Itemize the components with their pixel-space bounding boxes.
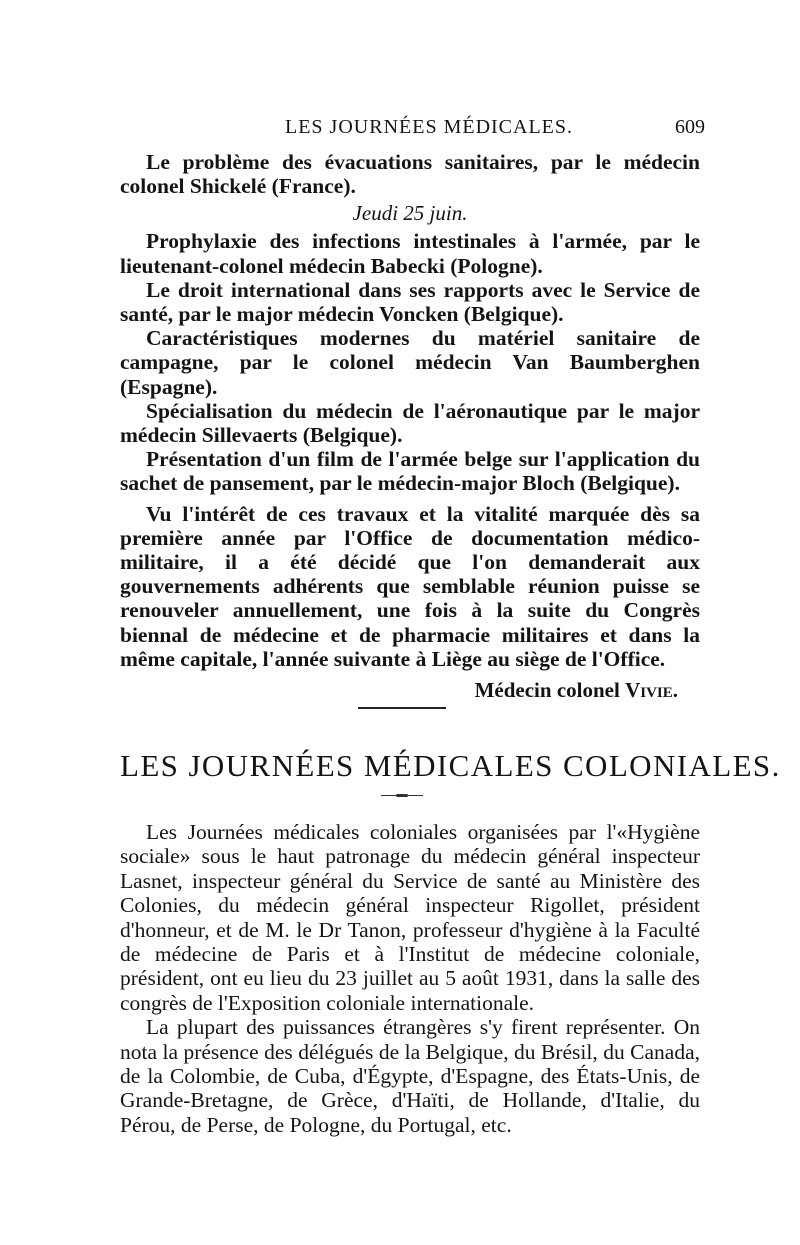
section-separator-rule	[358, 707, 446, 709]
running-head	[145, 116, 705, 142]
program-entry: Présentation d'un film de l'armée belge sur l'application du sachet de pansement, par le médecin-major Bloch (Belgique).	[120, 447, 700, 496]
program-entry: Caractéristiques modernes du matériel sanitaire de campagne, par le colonel médecin Van Baumberghen (Espagne).	[120, 326, 700, 399]
program-entry: Spécialisation du médecin de l'aéronautique par le major médecin Sillevaerts (Belgique).	[120, 398, 700, 448]
conclusion-paragraph: Vu l'intérêt de ces travaux et la vitalité marquée dès sa première année par l'Office de documentation médico-militaire, il a été décidé que l'on demanderait aux gouvernements adhérents que semblable réunion puisse se renouveler annuellement, une fois à la suite du Congrès biennal de médecine et de pharmacie militaires et dans la même capitale, l'année suivante à Liège au siège de l'Office.	[120, 501, 700, 671]
section-heading: LES JOURNÉES MÉDICALES COLONIALES.	[120, 748, 781, 783]
colonial-section-body	[120, 820, 700, 1137]
body-paragraph: Les Journées médicales coloniales organisées par l'«Hygiène sociale» sous le haut patronage du médecin général inspecteur Lasnet, inspecteur général du Service de santé au Ministère des Colonies, du médecin général inspecteur Rigollet, président d'honneur, et de M. le Dr Tanon, professeur d'hygiène à la Faculté de médecine de Paris et à l'Institut de médecine coloniale, président, ont eu lieu du 23 juillet au 5 août 1931, dans la salle des congrès de l'Exposition coloniale internationale.	[120, 820, 700, 1015]
body-paragraph: La plupart des puissances étrangères s'y firent représenter. On nota la présence des délégués de la Belgique, du Brésil, du Canada, de la Colombie, de Cuba, d'Égypte, d'Espagne, des États-Unis, de Grande-Bretagne, de Grèce, d'Haïti, de Hollande, d'Italie, du Pérou, de Perse, de Pologne, du Portugal, etc.	[120, 1015, 700, 1137]
program-entry: Le problème des évacuations sanitaires, par le médecin colonel Shickelé (France).	[120, 150, 700, 199]
running-title: LES JOURNÉES MÉDICALES.	[285, 116, 574, 138]
program-date: Jeudi 25 juin.	[352, 201, 468, 226]
program-entry: Prophylaxie des infections intestinales à l'armée, par le lieutenant-colonel médecin Babecki (Pologne).	[120, 229, 700, 278]
heading-ornament	[381, 795, 423, 796]
page-number: 609	[675, 116, 705, 138]
signature-title: Médecin colonel	[474, 678, 620, 703]
congress-program	[120, 150, 700, 705]
signature-name: Vivie.	[625, 678, 678, 703]
signature	[120, 675, 700, 705]
program-entry: Le droit international dans ses rapports avec le Service de santé, par le major médecin Voncken (Belgique).	[120, 277, 700, 327]
